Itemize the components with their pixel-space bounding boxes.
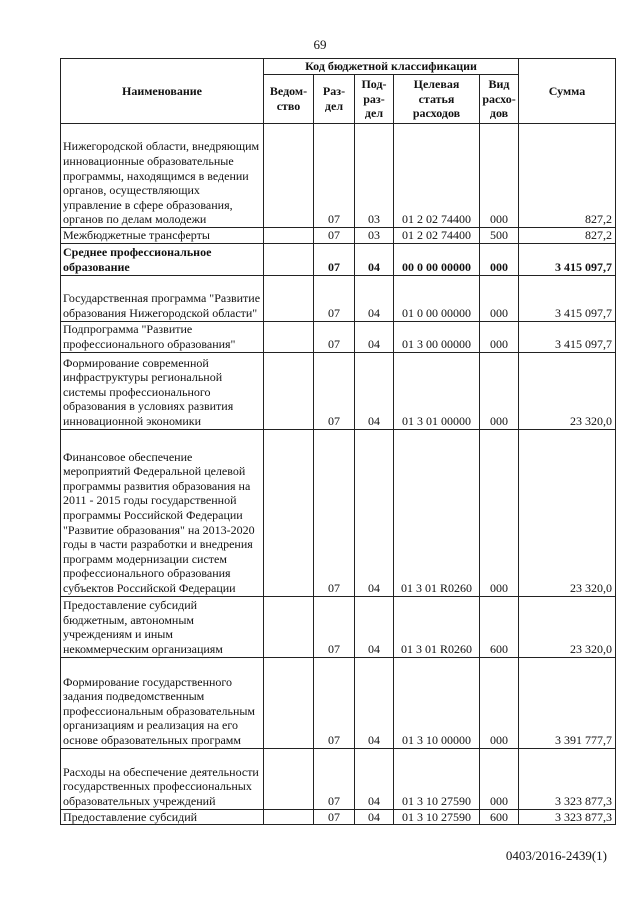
row-summa: 23 320,0 — [519, 352, 616, 429]
row-celevaya: 01 3 01 R0260 — [394, 596, 480, 657]
table-row — [61, 124, 616, 228]
row-summa: 3 323 877,3 — [519, 748, 616, 809]
row-razdel: 07 — [314, 657, 355, 748]
row-vid: 500 — [480, 228, 519, 244]
row-podrazdel: 04 — [355, 809, 394, 825]
table-row — [61, 275, 616, 321]
row-celevaya: 01 3 10 27590 — [394, 748, 480, 809]
row-name: Межбюджетные трансферты — [61, 228, 264, 244]
row-podrazdel: 04 — [355, 657, 394, 748]
row-vid: 000 — [480, 657, 519, 748]
row-vid: 000 — [480, 748, 519, 809]
row-razdel: 07 — [314, 809, 355, 825]
row-vedomstvo — [264, 124, 314, 228]
row-vedomstvo — [264, 748, 314, 809]
row-vid: 600 — [480, 596, 519, 657]
row-vid: 000 — [480, 429, 519, 596]
row-razdel: 07 — [314, 124, 355, 228]
row-celevaya: 01 3 00 00000 — [394, 321, 480, 352]
row-vid: 000 — [480, 321, 519, 352]
row-celevaya: 01 3 10 27590 — [394, 809, 480, 825]
row-podrazdel: 04 — [355, 748, 394, 809]
table-body — [61, 124, 616, 825]
row-summa: 23 320,0 — [519, 596, 616, 657]
table-row — [61, 321, 616, 352]
row-vid: 000 — [480, 124, 519, 228]
row-name: Предоставление субсидий — [61, 809, 264, 825]
header-name: Наименование — [61, 59, 264, 124]
page-number: 69 — [313, 37, 327, 52]
row-summa: 827,2 — [519, 124, 616, 228]
row-razdel: 07 — [314, 596, 355, 657]
row-podrazdel: 04 — [355, 243, 394, 275]
table-row — [61, 352, 616, 429]
row-podrazdel: 04 — [355, 352, 394, 429]
table-row — [61, 243, 616, 275]
row-vid: 000 — [480, 243, 519, 275]
row-razdel: 07 — [314, 352, 355, 429]
row-vedomstvo — [264, 657, 314, 748]
header-celevaya: Целевая статья расходов — [394, 75, 480, 124]
row-vedomstvo — [264, 809, 314, 825]
row-celevaya: 01 0 00 00000 — [394, 275, 480, 321]
header-podrazdel: Под-раз-дел — [355, 75, 394, 124]
document-code: 0403/2016-2439(1) — [505, 848, 607, 863]
row-name: Расходы на обеспечение деятельности государственных профессиональных образовательных учреждений — [61, 748, 264, 809]
row-celevaya: 01 3 01 00000 — [394, 352, 480, 429]
row-vid: 000 — [480, 275, 519, 321]
row-vedomstvo — [264, 352, 314, 429]
row-summa: 827,2 — [519, 228, 616, 244]
row-summa: 3 415 097,7 — [519, 243, 616, 275]
row-name: Среднее профессиональное образование — [61, 243, 264, 275]
header-code-group: Код бюджетной классификации — [264, 59, 519, 75]
row-summa: 3 415 097,7 — [519, 321, 616, 352]
row-name: Предоставление субсидий бюджетным, автономным учреждениям и иным некоммерческим организациям — [61, 596, 264, 657]
row-razdel: 07 — [314, 748, 355, 809]
row-vedomstvo — [264, 275, 314, 321]
row-name: Государственная программа "Развитие образования Нижегородской области" — [61, 275, 264, 321]
header-summa: Сумма — [519, 59, 616, 124]
row-name: Формирование современной инфраструктуры региональной системы профессионального образования в условиях развития инновационной экономики — [61, 352, 264, 429]
row-podrazdel: 04 — [355, 275, 394, 321]
table-row — [61, 429, 616, 596]
row-name: Финансовое обеспечение мероприятий Федеральной целевой программы развития образования на 2011 - 2015 годы государственной программы Российской Федерации "Развитие образования" на 2013-2020 годы в части разработки и внедрения программ модернизации систем профессионального образования субъектов Российской Федерации — [61, 429, 264, 596]
row-razdel: 07 — [314, 321, 355, 352]
row-summa: 3 415 097,7 — [519, 275, 616, 321]
row-celevaya: 01 3 01 R0260 — [394, 429, 480, 596]
row-name: Подпрограмма "Развитие профессионального образования" — [61, 321, 264, 352]
row-podrazdel: 03 — [355, 124, 394, 228]
header-vid: Вид расхо-дов — [480, 75, 519, 124]
row-vedomstvo — [264, 243, 314, 275]
row-podrazdel: 04 — [355, 429, 394, 596]
row-vedomstvo — [264, 429, 314, 596]
table-row — [61, 809, 616, 825]
row-razdel: 07 — [314, 228, 355, 244]
row-razdel: 07 — [314, 275, 355, 321]
budget-table — [60, 58, 616, 825]
row-summa: 3 323 877,3 — [519, 809, 616, 825]
row-name: Формирование государственного задания подведомственным профессиональным образовательным организациям и реализация на его основе образовательных программ — [61, 657, 264, 748]
row-summa: 23 320,0 — [519, 429, 616, 596]
row-razdel: 07 — [314, 243, 355, 275]
row-razdel: 07 — [314, 429, 355, 596]
table-row — [61, 748, 616, 809]
row-name: Нижегородской области, внедряющим инновационные образовательные программы, находящимся в ведении органов, осуществляющих управление в сфере образования, органов по делам молодежи — [61, 124, 264, 228]
row-podrazdel: 03 — [355, 228, 394, 244]
row-vid: 600 — [480, 809, 519, 825]
row-celevaya: 01 2 02 74400 — [394, 124, 480, 228]
row-vid: 000 — [480, 352, 519, 429]
row-podrazdel: 04 — [355, 321, 394, 352]
row-summa: 3 391 777,7 — [519, 657, 616, 748]
row-celevaya: 00 0 00 00000 — [394, 243, 480, 275]
table-row — [61, 596, 616, 657]
row-celevaya: 01 3 10 00000 — [394, 657, 480, 748]
row-vedomstvo — [264, 596, 314, 657]
header-vedomstvo: Ведом-ство — [264, 75, 314, 124]
row-vedomstvo — [264, 321, 314, 352]
row-vedomstvo — [264, 228, 314, 244]
table-row — [61, 657, 616, 748]
header-razdel: Раз-дел — [314, 75, 355, 124]
table-row — [61, 228, 616, 244]
row-podrazdel: 04 — [355, 596, 394, 657]
row-celevaya: 01 2 02 74400 — [394, 228, 480, 244]
